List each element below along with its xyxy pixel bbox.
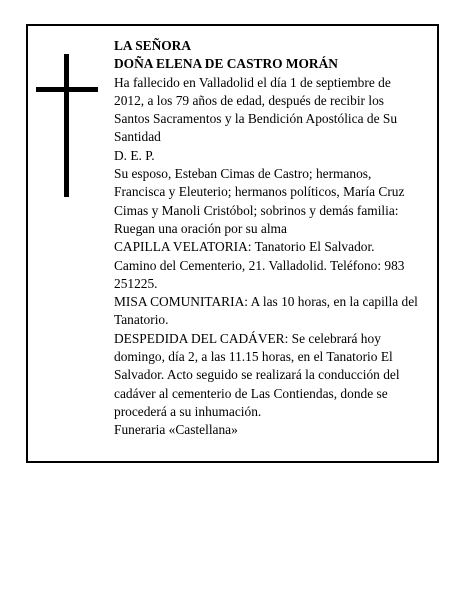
cross-horizontal-bar — [36, 87, 98, 92]
obituary-text — [114, 37, 419, 440]
notice-title: LA SEÑORA — [114, 38, 192, 53]
family-text: Su esposo, Esteban Cimas de Castro; hermanos, Francisca y Eleuterio; hermanos políticos, María Cruz Cimas y Manoli Cristóbol; sobrinos y demás familia: — [114, 166, 405, 218]
rip-text: D. E. P. — [114, 147, 155, 163]
mass-details: MISA COMUNITARIA: A las 10 horas, en la capilla del Tanatorio. — [114, 294, 418, 328]
farewell-details: DESPEDIDA DEL CADÁVER: Se celebrará hoy domingo, día 2, a las 11.15 horas, en el Tanatorio El Salvador. Acto seguido se realizará la conducción del cadáver al cementerio de Las Contiendas, donde se procederá a su inhumación. — [114, 330, 400, 419]
death-announcement: Ha fallecido en Valladolid el día 1 de septiembre de 2012, a los 79 años de edad, después de recibir los Santos Sacramentos y la Bendición Apostólica de Su Santidad — [114, 74, 398, 145]
prayer-request: Ruegan una oración por su alma — [114, 220, 287, 236]
cross-icon — [36, 54, 98, 197]
cross-vertical-bar — [64, 54, 69, 197]
wake-details: CAPILLA VELATORIA: Tanatorio El Salvador. Camino del Cementerio, 21. Valladolid. Teléfono: 983 251225. — [114, 239, 405, 291]
deceased-name: DOÑA ELENA DE CASTRO MORÁN — [114, 56, 338, 72]
funeral-home: Funeraria «Castellana» — [114, 422, 238, 438]
